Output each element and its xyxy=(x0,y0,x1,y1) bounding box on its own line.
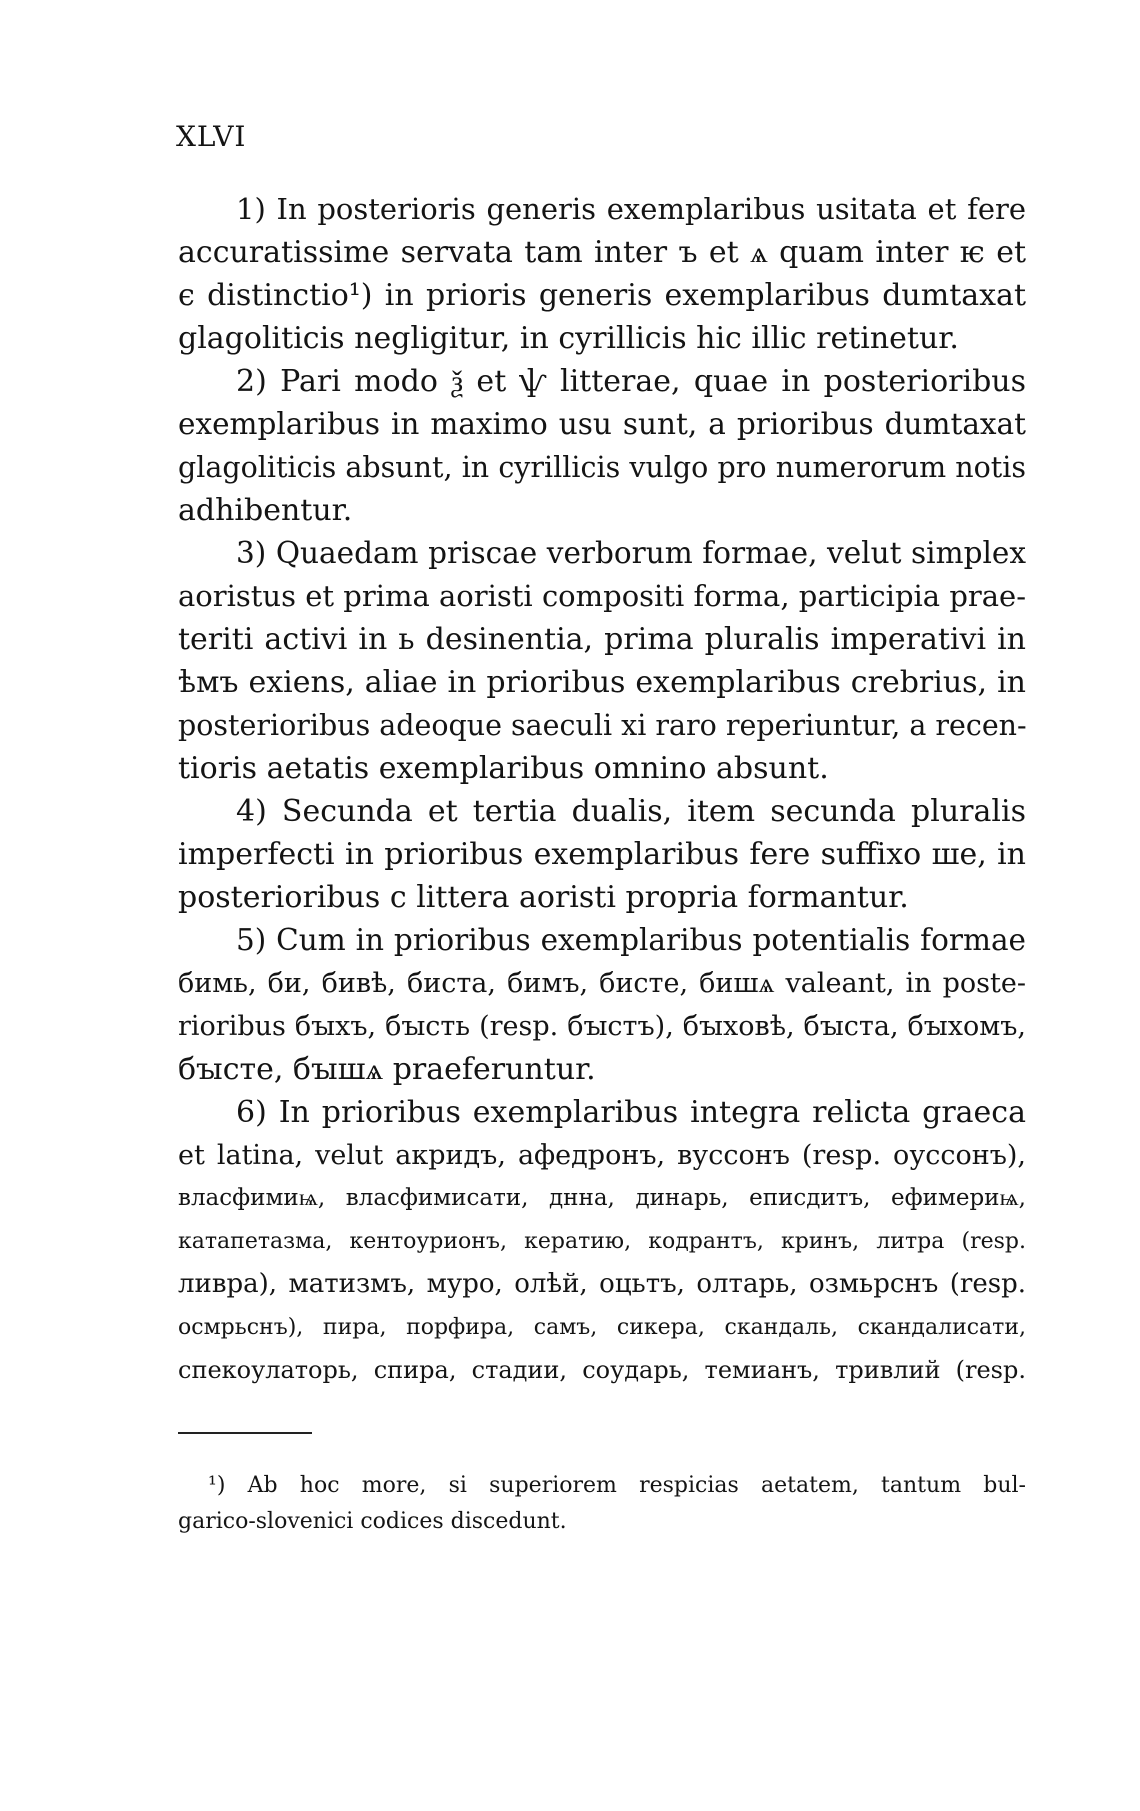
text-line: et latina, velut акридъ, афедронъ, вуссонъ (resp. оуссонъ), xyxy=(178,1140,1026,1171)
text-line: 2) Pari modo ѯ et ѱ litterae, quae in posterioribus xyxy=(236,364,1026,399)
text-line: ѣмъ exiens, aliae in prioribus exemplaribus crebrius, in xyxy=(178,665,1026,700)
text-line: glagoliticis absunt, in cyrillicis vulgo pro numerorum notis xyxy=(178,451,1026,484)
text-line: є distinctio¹) in prioris generis exemplaribus dumtaxat xyxy=(178,278,1026,313)
text-line: 4) Secunda et tertia dualis, item secunda pluralis xyxy=(236,794,1026,829)
text-line: власфимиѩ, власфимисати, днна, динарь, еписдитъ, ефимериѩ, xyxy=(178,1185,1026,1211)
text-line: 6) In prioribus exemplaribus integra relicta graeca xyxy=(236,1095,1026,1130)
text-line: 3) Quaedam priscae verborum formae, velut simplex xyxy=(236,536,1026,570)
footnote-line: ¹) Ab hoc more, si superiorem respicias aetatem, tantum bul- xyxy=(208,1473,1026,1498)
text-line: катапетазма, кентоурионъ, кератию, кодрантъ, кринъ, литра (resp. xyxy=(178,1229,1026,1254)
text-line: exemplaribus in maximo usu sunt, a prioribus dumtaxat xyxy=(178,407,1026,441)
text-line: posterioribus с littera aoristi propria formantur. xyxy=(178,880,909,915)
text-line: imperfecti in prioribus exemplaribus fere suffixo ше, in xyxy=(178,837,1026,872)
text-line: adhibentur. xyxy=(178,493,353,528)
text-line: teriti activi in ь desinentia, prima pluralis imperativi in xyxy=(178,622,1026,657)
text-line: бимь, би, бивѣ, биста, бимъ, бисте, бишѧ valeant, in poste- xyxy=(178,968,1026,999)
text-line: accuratissime servata tam inter ъ et ѧ quam inter ѥ et xyxy=(178,235,1026,270)
text-line: tioris aetatis exemplaribus omnino absunt. xyxy=(178,751,829,786)
text-line: posterioribus adeoque saeculi xi raro reperiuntur, a recen- xyxy=(178,709,1027,742)
text-line: 5) Cum in prioribus exemplaribus potentialis formae xyxy=(236,923,1026,957)
body-text xyxy=(178,188,1026,1392)
text-line: rioribus бꙑхъ, бꙑсть (resp. бꙑстъ), бꙑховѣ, бꙑста, бꙑхомъ, xyxy=(178,1011,1026,1042)
text-line: ливра), матизмъ, муро, олѣй, оцьтъ, олтарь, озмьрснъ (resp. xyxy=(178,1269,1026,1299)
footnote-line: garico-slovenici codices discedunt. xyxy=(178,1509,567,1534)
text-line: 1) In posterioris generis exemplaribus usitata et fere xyxy=(236,192,1026,226)
text-line: осмрьснъ), пира, порфира, самъ, сикера, скандаль, скандалисати, xyxy=(178,1315,1026,1340)
text-line: бꙑсте, бꙑшѧ praeferuntur. xyxy=(178,1052,596,1087)
footnote-separator xyxy=(178,1432,312,1434)
footnotes xyxy=(178,1468,1026,1540)
page-number: XLVI xyxy=(176,120,247,153)
text-line: спекоулаторь, спира, стадии, соударь, темианъ, тривлий (resp. xyxy=(178,1356,1026,1384)
text-line: glagoliticis negligitur, in cyrillicis hic illic retinetur. xyxy=(178,321,959,356)
text-line: aoristus et prima aoristi compositi forma, participia prae- xyxy=(178,579,1026,613)
